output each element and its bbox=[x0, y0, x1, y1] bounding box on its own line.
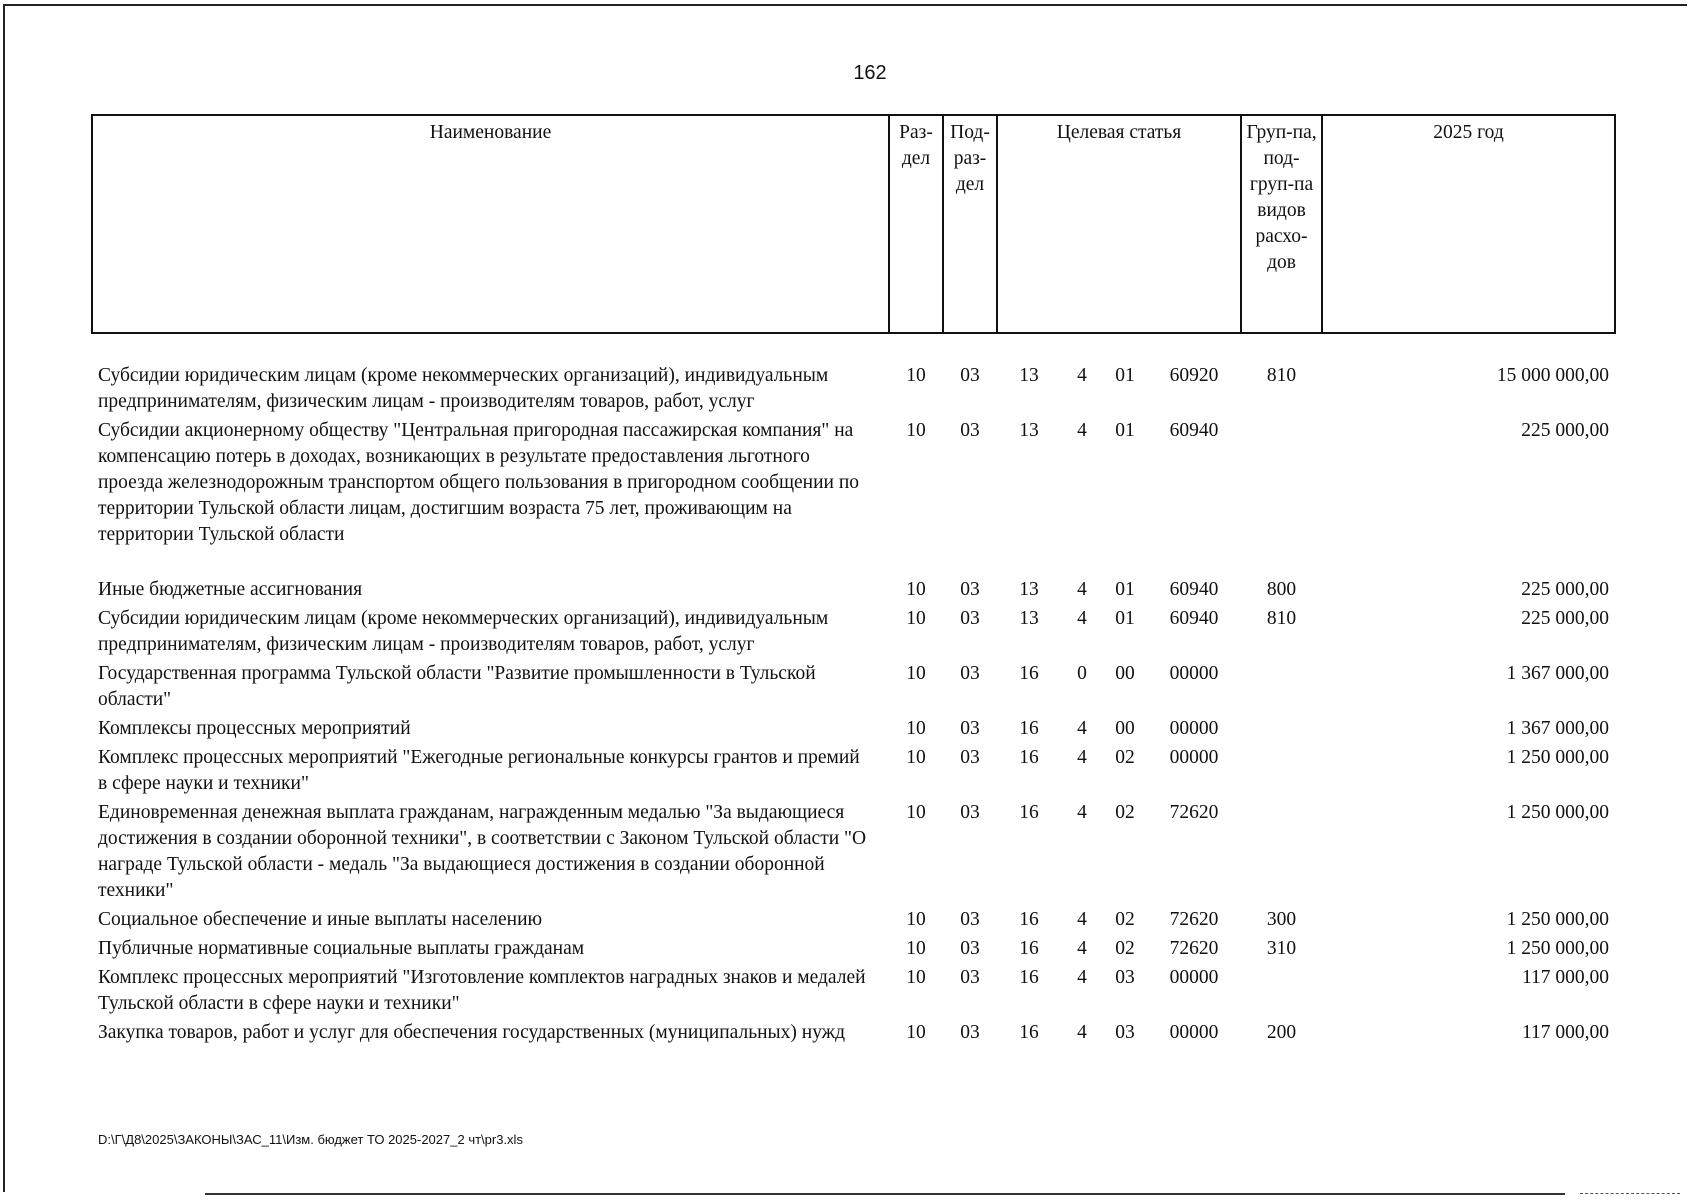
row-cs3: 02 bbox=[1115, 938, 1135, 959]
row-cs2: 0 bbox=[1077, 663, 1087, 684]
row-cs4: 60920 bbox=[1169, 365, 1219, 386]
row-cs2: 4 bbox=[1077, 802, 1087, 823]
row-amount: 225 000,00 bbox=[1521, 579, 1610, 600]
row-cs3: 01 bbox=[1115, 365, 1135, 386]
row-cs2: 4 bbox=[1077, 1022, 1087, 1043]
row-razdel: 10 bbox=[906, 747, 926, 768]
row-cs3: 01 bbox=[1115, 579, 1135, 600]
row-name: Субсидии юридическим лицам (кроме некоммерческих организаций), индивидуальным предпринимателям, физическим лицам - производителям товаров, работ, услуг bbox=[98, 608, 829, 655]
row-cs3: 00 bbox=[1115, 718, 1135, 739]
page-number: 162 bbox=[853, 62, 887, 84]
row-amount: 1 367 000,00 bbox=[1506, 663, 1610, 684]
row-cs1: 13 bbox=[1019, 608, 1039, 629]
row-cs3: 02 bbox=[1115, 747, 1135, 768]
row-name: Публичные нормативные социальные выплаты гражданам bbox=[98, 938, 585, 959]
row-cs4: 60940 bbox=[1169, 420, 1219, 441]
row-cs4: 72620 bbox=[1169, 938, 1219, 959]
row-cs2: 4 bbox=[1077, 420, 1087, 441]
row-cs3: 03 bbox=[1115, 1022, 1135, 1043]
table-row bbox=[92, 906, 1615, 935]
row-name: Комплекс процессных мероприятий "Ежегодные региональные конкурсы грантов и премий в сфере науки и техники" bbox=[98, 747, 860, 794]
row-amount: 1 250 000,00 bbox=[1506, 909, 1610, 930]
row-name: Государственная программа Тульской области "Развитие промышленности в Тульской области" bbox=[98, 663, 816, 710]
row-cs4: 60940 bbox=[1169, 579, 1219, 600]
budget-table bbox=[91, 114, 1616, 1048]
row-razdel: 10 bbox=[906, 967, 926, 988]
row-amount: 117 000,00 bbox=[1522, 1022, 1610, 1043]
table-header bbox=[92, 115, 1615, 333]
row-cs1: 16 bbox=[1019, 747, 1039, 768]
row-group bbox=[1241, 715, 1322, 744]
row-cs3: 02 bbox=[1115, 802, 1135, 823]
row-name: Единовременная денежная выплата гражданам, награжденным медалью "За выдающиеся достижения в создании оборонной техники", в соответствии с Законом Тульской области "О награде Тульской области - медаль "За выдающиеся достижения в создании оборонной техники" bbox=[98, 802, 867, 901]
row-razdel: 10 bbox=[906, 1022, 926, 1043]
row-podrazdel: 03 bbox=[960, 747, 980, 768]
row-cs4: 60940 bbox=[1169, 608, 1219, 629]
row-cs4: 00000 bbox=[1169, 663, 1219, 684]
row-cs1: 16 bbox=[1019, 1022, 1039, 1043]
row-amount: 225 000,00 bbox=[1521, 608, 1610, 629]
row-amount: 225 000,00 bbox=[1521, 420, 1610, 441]
row-podrazdel: 03 bbox=[960, 608, 980, 629]
row-razdel: 10 bbox=[906, 802, 926, 823]
row-cs1: 16 bbox=[1019, 967, 1039, 988]
row-cs4: 00000 bbox=[1169, 747, 1219, 768]
row-name: Субсидии юридическим лицам (кроме некоммерческих организаций), индивидуальным предпринимателям, физическим лицам - производителям товаров, работ, услуг bbox=[98, 365, 829, 412]
header-expense-group: Груп-па, под-груп-па видов расхо-дов bbox=[1241, 115, 1322, 333]
row-cs2: 4 bbox=[1077, 608, 1087, 629]
row-amount: 15 000 000,00 bbox=[1496, 365, 1610, 386]
row-name: Субсидии акционерному обществу "Центральная пригородная пассажирская компания" на компенсацию потерь в доходах, возникающих в результате предоставления льготного проезда железнодорожным транспортом общего пользования в пригородном сообщении по территории Тульской области лицам, достигшим возраста 75 лет, проживающим на территории Тульской области bbox=[98, 420, 860, 545]
row-cs3: 00 bbox=[1115, 663, 1135, 684]
row-cs3: 01 bbox=[1115, 420, 1135, 441]
row-group: 810 bbox=[1266, 608, 1297, 629]
row-cs3: 03 bbox=[1115, 967, 1135, 988]
row-cs1: 13 bbox=[1019, 579, 1039, 600]
row-group: 200 bbox=[1266, 1022, 1297, 1043]
row-podrazdel: 03 bbox=[960, 1022, 980, 1043]
row-razdel: 10 bbox=[906, 579, 926, 600]
header-section: Раз-дел bbox=[889, 115, 943, 333]
row-group bbox=[1241, 660, 1322, 715]
row-name: Комплексы процессных мероприятий bbox=[98, 718, 411, 739]
row-razdel: 10 bbox=[906, 663, 926, 684]
row-cs2: 4 bbox=[1077, 747, 1087, 768]
row-razdel: 10 bbox=[906, 938, 926, 959]
row-cs4: 00000 bbox=[1169, 718, 1219, 739]
row-group bbox=[1241, 964, 1322, 1019]
row-amount: 1 250 000,00 bbox=[1506, 938, 1610, 959]
table-row bbox=[92, 964, 1615, 1019]
row-cs4: 00000 bbox=[1169, 1022, 1219, 1043]
table-row bbox=[92, 605, 1615, 660]
header-name: Наименование bbox=[92, 115, 889, 333]
row-podrazdel: 03 bbox=[960, 802, 980, 823]
row-podrazdel: 03 bbox=[960, 365, 980, 386]
scan-edge-dashes bbox=[1580, 1193, 1680, 1194]
row-amount: 1 367 000,00 bbox=[1506, 718, 1610, 739]
row-razdel: 10 bbox=[906, 718, 926, 739]
row-podrazdel: 03 bbox=[960, 938, 980, 959]
row-name: Социальное обеспечение и иные выплаты населению bbox=[98, 909, 543, 930]
header-year: 2025 год bbox=[1322, 115, 1615, 333]
row-cs1: 16 bbox=[1019, 938, 1039, 959]
row-razdel: 10 bbox=[906, 608, 926, 629]
row-cs3: 02 bbox=[1115, 909, 1135, 930]
row-cs2: 4 bbox=[1077, 718, 1087, 739]
row-razdel: 10 bbox=[906, 365, 926, 386]
row-cs4: 72620 bbox=[1169, 909, 1219, 930]
table-row bbox=[92, 576, 1615, 605]
row-group: 800 bbox=[1266, 579, 1297, 600]
header-subsection: Под-раз-дел bbox=[943, 115, 997, 333]
row-amount: 1 250 000,00 bbox=[1506, 747, 1610, 768]
row-cs1: 16 bbox=[1019, 663, 1039, 684]
row-podrazdel: 03 bbox=[960, 663, 980, 684]
table-row bbox=[92, 744, 1615, 799]
row-group: 310 bbox=[1266, 938, 1297, 959]
row-group bbox=[1241, 799, 1322, 906]
row-cs4: 72620 bbox=[1169, 802, 1219, 823]
row-cs1: 16 bbox=[1019, 718, 1039, 739]
row-cs2: 4 bbox=[1077, 938, 1087, 959]
row-podrazdel: 03 bbox=[960, 420, 980, 441]
scan-edge-line bbox=[205, 1193, 1565, 1195]
file-path-footer: D:\Г\Д8\2025\ЗАКОНЫ\ЗАС_11\Изм. бюджет ТО 2025-2027_2 чт\pr3.xls bbox=[98, 1132, 523, 1147]
row-cs2: 4 bbox=[1077, 967, 1087, 988]
row-cs1: 16 bbox=[1019, 909, 1039, 930]
row-name: Иные бюджетные ассигнования bbox=[98, 579, 363, 600]
row-podrazdel: 03 bbox=[960, 967, 980, 988]
row-amount: 1 250 000,00 bbox=[1506, 802, 1610, 823]
row-group: 300 bbox=[1266, 909, 1297, 930]
row-group bbox=[1241, 744, 1322, 799]
header-target-article: Целевая статья bbox=[997, 115, 1241, 333]
row-cs3: 01 bbox=[1115, 608, 1135, 629]
table-row bbox=[92, 417, 1615, 576]
row-podrazdel: 03 bbox=[960, 909, 980, 930]
row-cs2: 4 bbox=[1077, 909, 1087, 930]
table-row bbox=[92, 660, 1615, 715]
row-amount: 117 000,00 bbox=[1522, 967, 1610, 988]
row-cs1: 13 bbox=[1019, 420, 1039, 441]
row-group: 810 bbox=[1266, 365, 1297, 386]
table-row bbox=[92, 1019, 1615, 1048]
table-row bbox=[92, 715, 1615, 744]
row-name: Закупка товаров, работ и услуг для обеспечения государственных (муниципальных) нужд bbox=[98, 1022, 846, 1043]
table-row bbox=[92, 799, 1615, 906]
row-podrazdel: 03 bbox=[960, 579, 980, 600]
row-razdel: 10 bbox=[906, 420, 926, 441]
row-group bbox=[1241, 417, 1322, 576]
row-cs2: 4 bbox=[1077, 365, 1087, 386]
row-cs4: 00000 bbox=[1169, 967, 1219, 988]
row-name: Комплекс процессных мероприятий "Изготовление комплектов наградных знаков и медалей Тульской области в сфере науки и техники" bbox=[98, 967, 866, 1014]
header-gap bbox=[92, 333, 1615, 362]
table-row bbox=[92, 362, 1615, 417]
row-cs1: 16 bbox=[1019, 802, 1039, 823]
row-razdel: 10 bbox=[906, 909, 926, 930]
row-cs2: 4 bbox=[1077, 579, 1087, 600]
row-podrazdel: 03 bbox=[960, 718, 980, 739]
table-row bbox=[92, 935, 1615, 964]
row-cs1: 13 bbox=[1019, 365, 1039, 386]
